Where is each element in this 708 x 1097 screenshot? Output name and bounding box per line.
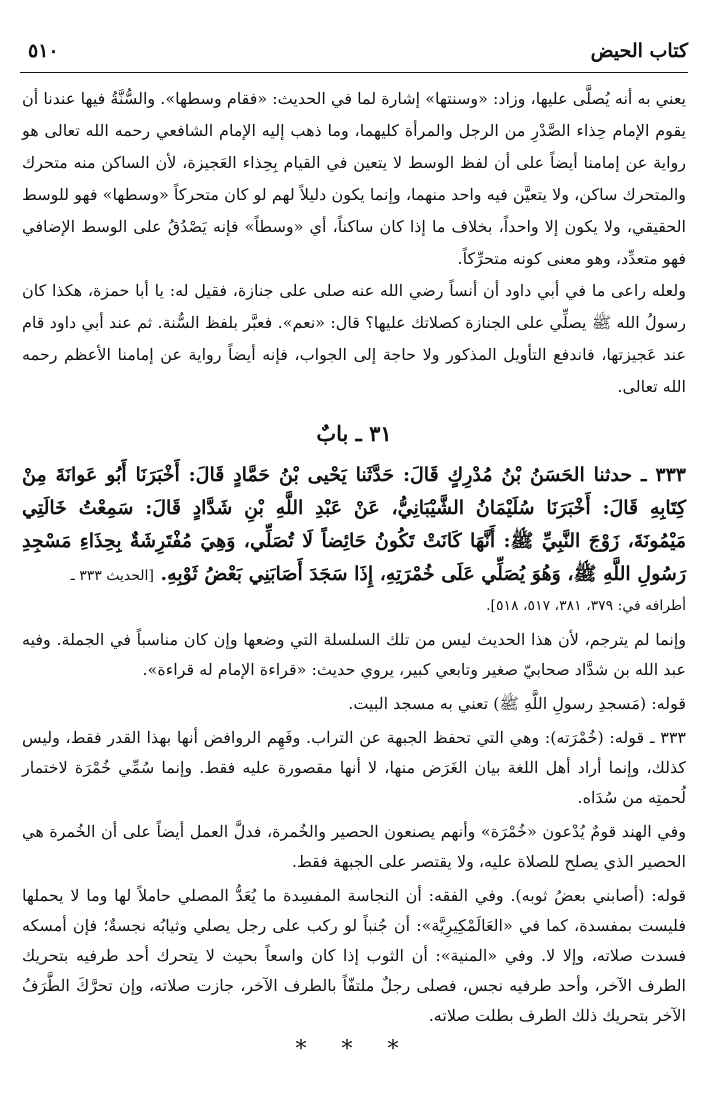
chapter-title: كتاب الحيض xyxy=(590,40,688,62)
page-body xyxy=(22,83,686,1077)
header-rule xyxy=(20,72,688,73)
page-header xyxy=(22,40,688,70)
hadith-reference: [الحديث ٣٣٣ ـ xyxy=(70,568,154,584)
commentary-paragraph: قوله: (مَسجدِ رسولِ اللَّهِ ﷺ) تعني به مسجد البيت. xyxy=(348,694,686,713)
section-separator: * * * xyxy=(295,1037,413,1062)
commentary-paragraph: قوله: (أصابني بعضُ ثوبه). وفي الفقه: أن النجاسة المفسِدة ما يُعَدُّ المصلي حاملاً لها وما لا يحملها فليست بمفسدة، كما في «العَالَمْكِيرِيَّة»: أن جُنباً لو ركب على رجل يصلي وثيابُه نجسةٌ؛ فإن أمسكه فسدت صلاته، وإلا لا. وفي «المنية»: أن الثوب إذا كان واسعاً بحيث لا يتحرك أحد طرفيه بتحريك الطرف الآخر، وأحد طرفيه نجس، فصلى رجلٌ ملتفّاً بالطرف الآخر، جازت صلاته، وإن تحرَّكَ الطَّرَفُ الآخر بتحريك ذلك الطرف بطلت صلاته. xyxy=(22,886,686,1025)
page-number: ٥١٠ xyxy=(28,40,59,62)
atraf-note: أطرافه في: ٣٧٩، ٣٨١، ٥١٧، ٥١٨]. xyxy=(486,598,686,614)
hadith-text xyxy=(22,459,686,593)
intro-paragraph: يعني به أنه يُصلَّى عليها، وزاد: «وسنتها» إشارة لما في الحديث: «فقام وسطها». والسُّنَّةُ فيها عندنا أن يقوم الإمام حِذاء الصَّدْرِ من الرجل والمرأة كليهما، وما ذهب إليه الإمام الشافعي رحمه الله تعالى هو رواية عن إمامنا أيضاً على أن لفظ الوسط لا يتعين في القيام بِحِذاء العَجيزة، لأن الساكن منه متحرك والمتحرك ساكن، ولا يتعيَّن فيه واحد منهما، وإنما يكون دليلاً لهم لو كان متحركاً «وسطها» فهو للوسط الحقيقي، ولا يكون إلا واحداً، بخلاف ما إذا كان ساكناً، أي «وسطاً» فإنه يَصْدُقُ على الوسط الإضافي فهو متعدِّد، وهو معنى كونه متحرِّكاً. xyxy=(22,89,686,268)
commentary-paragraph: وفي الهند قومٌ يُدْعون «خُمْرَة» وأنهم يصنعون الحصير والخُمرة، فدلَّ العمل أيضاً على أن الخُمرة هي الحصير الذي يصلح للصلاة عليه، ولا يقتصر على الجبهة فقط. xyxy=(22,822,686,871)
commentary-paragraph: وإنما لم يترجم، لأن هذا الحديث ليس من تلك السلسلة التي وضعها وإن كان مناسباً في الجملة. وفيه عبد الله بن شدَّاد صحابيّ صغير وتابعي كبير، يروي حديث: «قراءة الإمام له قراءة». xyxy=(22,630,686,679)
intro-paragraph: ولعله راعى ما في أبي داود أن أنساً رضي الله عنه صلى على جنازة، فقيل له: يا أبا حمزة، هكذا كان رسولُ الله ﷺ يصلِّي على الجنازة كصلاتك عليها؟ قال: «نعم». فعبَّر بلفظ السُّنة. ثم عند أبي داود قام عند عَجيزتها، فاندفع التأويل المذكور ولا حاجة إلى الجواب، فإنه أيضاً رواية عن إمامنا الأعظم رحمه الله تعالى. xyxy=(22,281,686,396)
commentary-paragraph: ٣٣٣ ـ قوله: (خُمْرَته): وهي التي تحفظ الجبهة عن التراب. وفَهِم الروافض أنها بهذا القدر فقط، وليس كذلك، وإنما أراد أهل اللغة بيان الغَرَض منها، لا أنها مقصورة عليه فقط. وإنما سُمِّي خُمْرَة لاختمار لُحمتِه من سُدَاه. xyxy=(22,728,686,807)
bab-heading: ٣١ ـ بابٌ xyxy=(316,421,392,446)
hadith-body: ٣٣٣ ـ حدثنا الحَسَنُ بْنُ مُدْرِكٍ قَالَ: حَدَّثَنا يَحْيى بْنُ حَمَّادٍ قَالَ: أَخْبَرَنَا أَبُو عَوانَةَ مِنْ كِتَابِهِ قَالَ: أَخْبَرَنَا سُلَيْمَانُ الشَّيْبَانِيُّ، عَنْ عَبْدِ اللَّهِ بْنِ شَدَّادٍ قَالَ: سَمِعْتُ خَالَتِي مَيْمُونَةَ، زَوْجَ النَّبِيِّ ﷺ: أَنَّهَا كَانَتْ تَكُونُ حَائِضاً لَا تُصَلِّي، وَهِيَ مُفْتَرِشَةٌ بِحِذَاءِ مَسْجِدِ رَسُولِ اللَّهِ ﷺ، وَهُوَ يُصَلِّي عَلَى خُمْرَتِهِ، إِذَا سَجَدَ أَصَابَنِي بَعْضُ ثَوْبِهِ. xyxy=(22,464,686,585)
